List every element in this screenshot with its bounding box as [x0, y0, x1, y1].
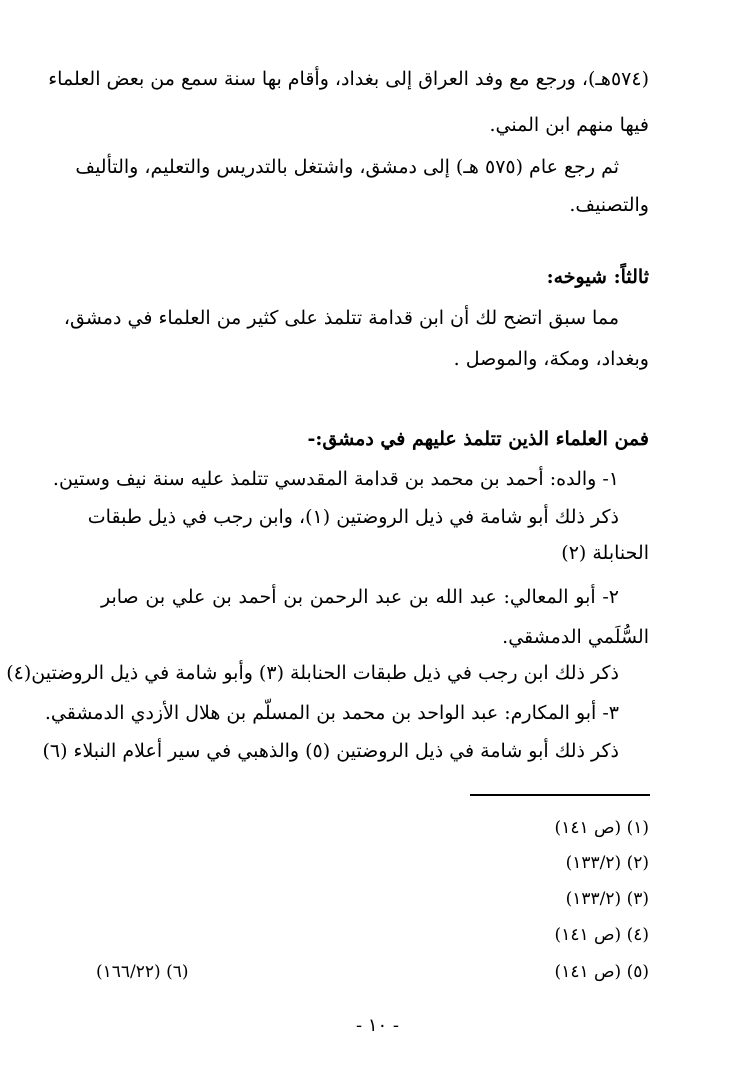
text-line: مما سبق اتضح لك أن ابن قدامة تتلمذ على كثير من العلماء في دمشق، [63, 307, 619, 329]
text-line: فيها منهم ابن المني. [489, 114, 649, 136]
footnote: (١) (ص ١٤١) [554, 818, 649, 838]
text-line: ثم رجع عام (٥٧٥ هـ) إلى دمشق، واشتغل بالتدريس والتعليم، والتأليف [75, 156, 619, 178]
subsection-heading-damascus: فمن العلماء الذين تتلمذ عليهم في دمشق:- [307, 428, 649, 450]
text-line: والتصنيف. [569, 194, 649, 216]
text-line: السُّلَمي الدمشقي. [502, 626, 649, 648]
footnote: (٥) (ص ١٤١) [554, 962, 649, 982]
footnote: (٣) (١٣٣/٢) [565, 889, 649, 909]
footnote: (٢) (١٣٣/٢) [565, 853, 649, 873]
page-number: - ١٠ - [356, 1015, 399, 1036]
text-line: الحنابلة (٢) [561, 542, 649, 564]
list-item: ٣- أبو المكارم: عبد الواحد بن محمد بن المسلّم بن هلال الأزدي الدمشقي. [44, 702, 619, 724]
text-line: ذكر ذلك أبو شامة في ذيل الروضتين (٥) والذهبي في سير أعلام النبلاء (٦) [42, 740, 619, 762]
footnote: (٦) (١٦٦/٢٢) [96, 962, 189, 982]
list-item: ٢- أبو المعالي: عبد الله بن عبد الرحمن بن أحمد بن علي بن صابر [101, 586, 619, 608]
section-heading-shuyukh: ثالثاً: شيوخه: [546, 266, 649, 288]
text-line: وبغداد، ومكة، والموصل . [453, 348, 649, 370]
footnote-divider [470, 794, 650, 796]
text-line: (٥٧٤هـ)، ورجع مع وفد العراق إلى بغداد، وأقام بها سنة سمع من بعض العلماء [48, 68, 649, 90]
text-line: ذكر ذلك أبو شامة في ذيل الروضتين (١)، وابن رجب في ذيل طبقات [87, 506, 619, 528]
list-item: ١- والده: أحمد بن محمد بن قدامة المقدسي تتلمذ عليه سنة نيف وستين. [52, 468, 619, 490]
footnote: (٤) (ص ١٤١) [554, 925, 649, 945]
text-line: ذكر ذلك ابن رجب في ذيل طبقات الحنابلة (٣) وأبو شامة في ذيل الروضتين(٤) [6, 662, 619, 684]
